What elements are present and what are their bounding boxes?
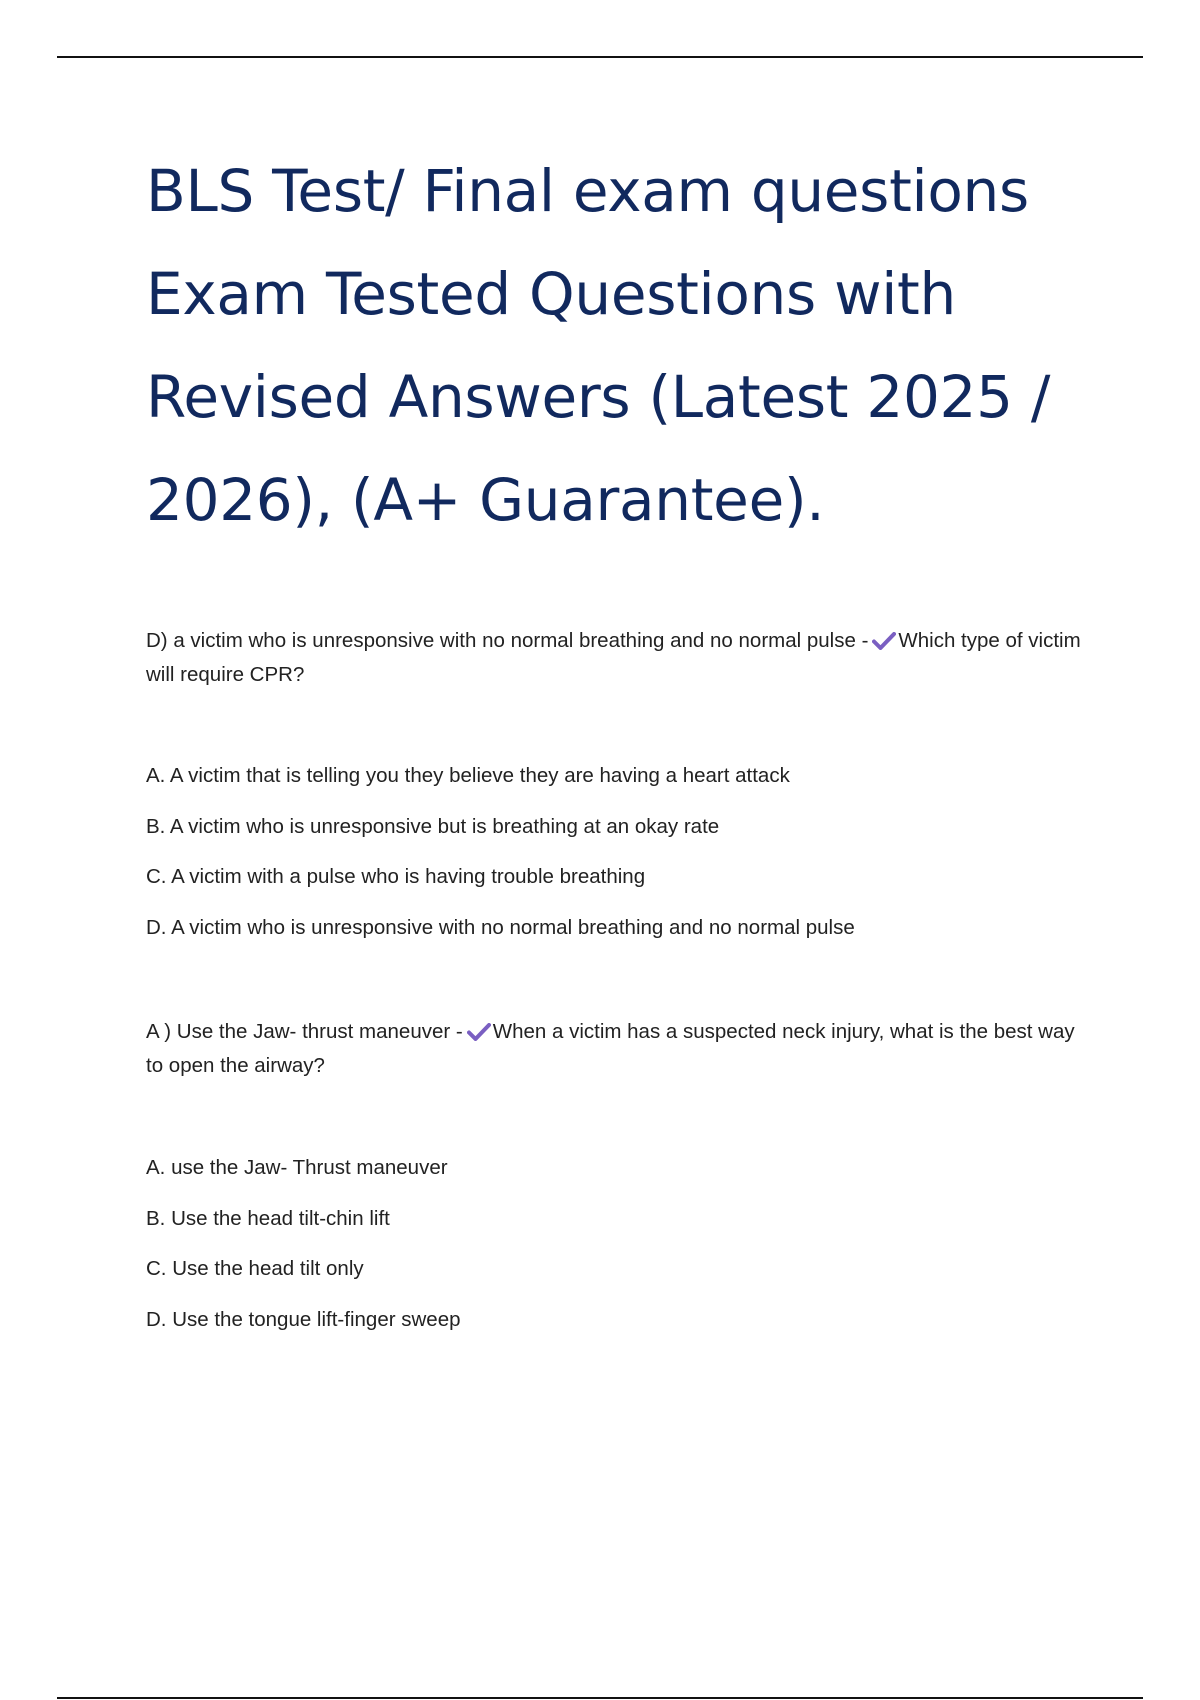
check-icon: [467, 1023, 491, 1041]
list-item: C. A victim with a pulse who is having trouble breathing: [146, 865, 646, 888]
list-item: C. Use the head tilt only: [146, 1257, 364, 1280]
option-list-1: [146, 759, 1106, 961]
question-2: [146, 1015, 1086, 1083]
list-item: A. A victim that is telling you they believe they are having a heart attack: [146, 764, 790, 787]
top-divider: [57, 56, 1143, 58]
document-title: BLS Test/ Final exam questions Exam Tested Questions with Revised Answers (Latest 2025 / 2026), (A+ Guarantee).: [146, 157, 1051, 534]
bottom-divider: [57, 1697, 1143, 1699]
list-item: B. A victim who is unresponsive but is breathing at an okay rate: [146, 814, 720, 838]
list-item: A. use the Jaw- Thrust maneuver: [146, 1156, 448, 1179]
question-1: [146, 624, 1086, 692]
list-item: D. A victim who is unresponsive with no normal breathing and no normal pulse: [146, 915, 855, 939]
answer-text: A ) Use the Jaw- thrust maneuver -: [146, 1020, 463, 1043]
list-item: B. Use the head tilt-chin lift: [146, 1206, 390, 1230]
answer-text: D) a victim who is unresponsive with no normal breathing and no normal pulse -: [146, 629, 869, 652]
question-text: Which type of victim will require CPR?: [146, 629, 1081, 686]
question-text: When a victim has a suspected neck injury, what is the best way to open the airway?: [146, 1020, 1075, 1077]
check-icon: [872, 632, 896, 650]
option-list-2: [146, 1151, 1106, 1353]
list-item: D. Use the tongue lift-finger sweep: [146, 1307, 461, 1331]
